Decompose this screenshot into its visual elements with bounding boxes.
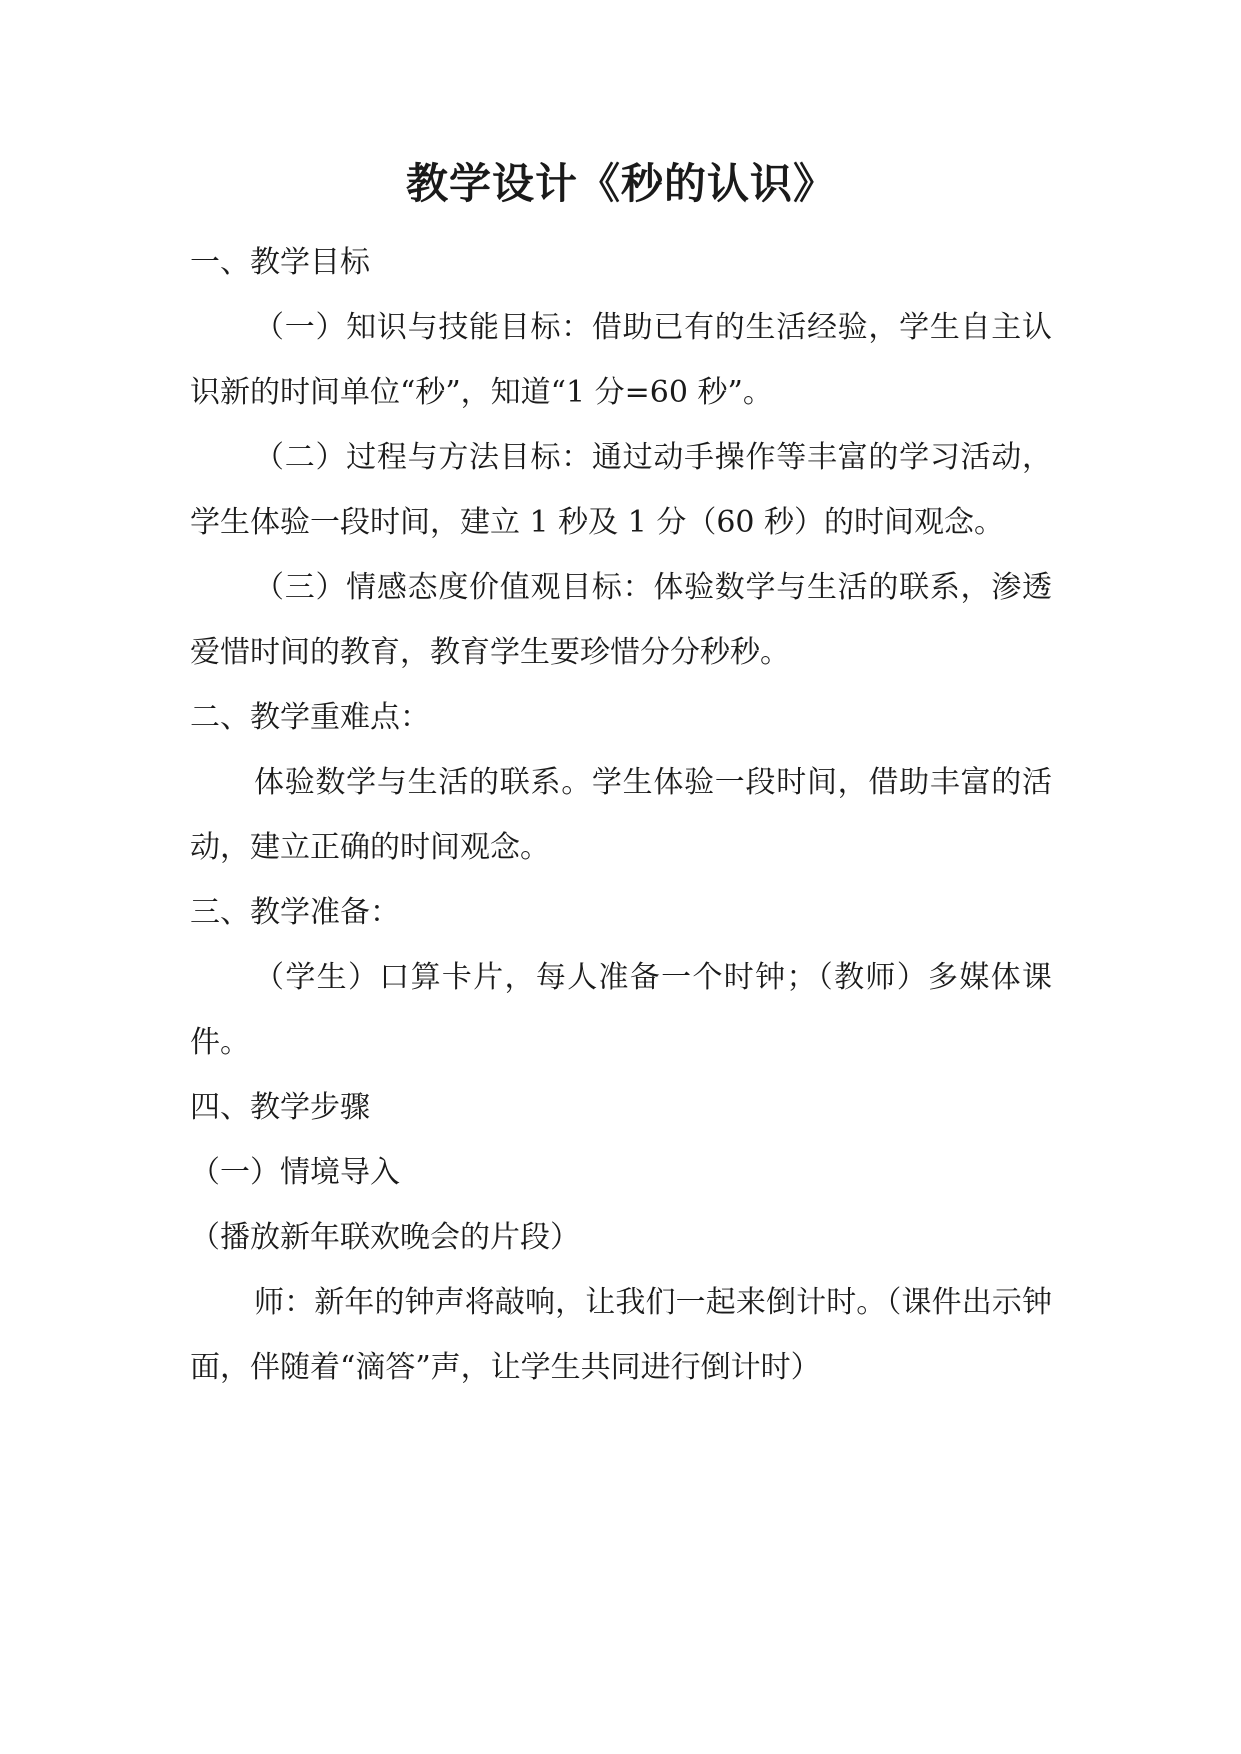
section-heading-key-points: 二、教学重难点：: [190, 700, 430, 735]
goal-process-paragraph: （二）过程与方法目标：通过动手操作等丰富的学习活动，学生体验一段时间，建立 1 秒及 1 分（60 秒）的时间观念。: [190, 440, 1052, 540]
document-body: [190, 148, 1052, 1400]
steps-subheading: （一）情境导入: [190, 1155, 400, 1190]
section-heading-steps: 四、教学步骤: [190, 1090, 370, 1125]
section-heading-preparation: 三、教学准备：: [190, 895, 400, 930]
goal-knowledge-paragraph: （一）知识与技能目标：借助已有的生活经验，学生自主认识新的时间单位“秒”，知道“1 分=60 秒”。: [190, 310, 1052, 410]
key-points-paragraph: 体验数学与生活的联系。学生体验一段时间，借助丰富的活动，建立正确的时间观念。: [190, 765, 1052, 865]
document-title: 教学设计《秒的认识》: [405, 159, 836, 208]
preparation-paragraph: （学生）口算卡片，每人准备一个时钟；（教师）多媒体课件。: [190, 960, 1052, 1060]
steps-teacher-paragraph: 师：新年的钟声将敲响，让我们一起来倒计时。（课件出示钟面，伴随着“滴答”声，让学生共同进行倒计时）: [190, 1285, 1052, 1385]
steps-note: （播放新年联欢晚会的片段）: [190, 1220, 580, 1255]
section-heading-goals: 一、教学目标: [190, 245, 370, 280]
goal-emotion-paragraph: （三）情感态度价值观目标：体验数学与生活的联系，渗透爱惜时间的教育，教育学生要珍惜分分秒秒。: [190, 570, 1052, 670]
